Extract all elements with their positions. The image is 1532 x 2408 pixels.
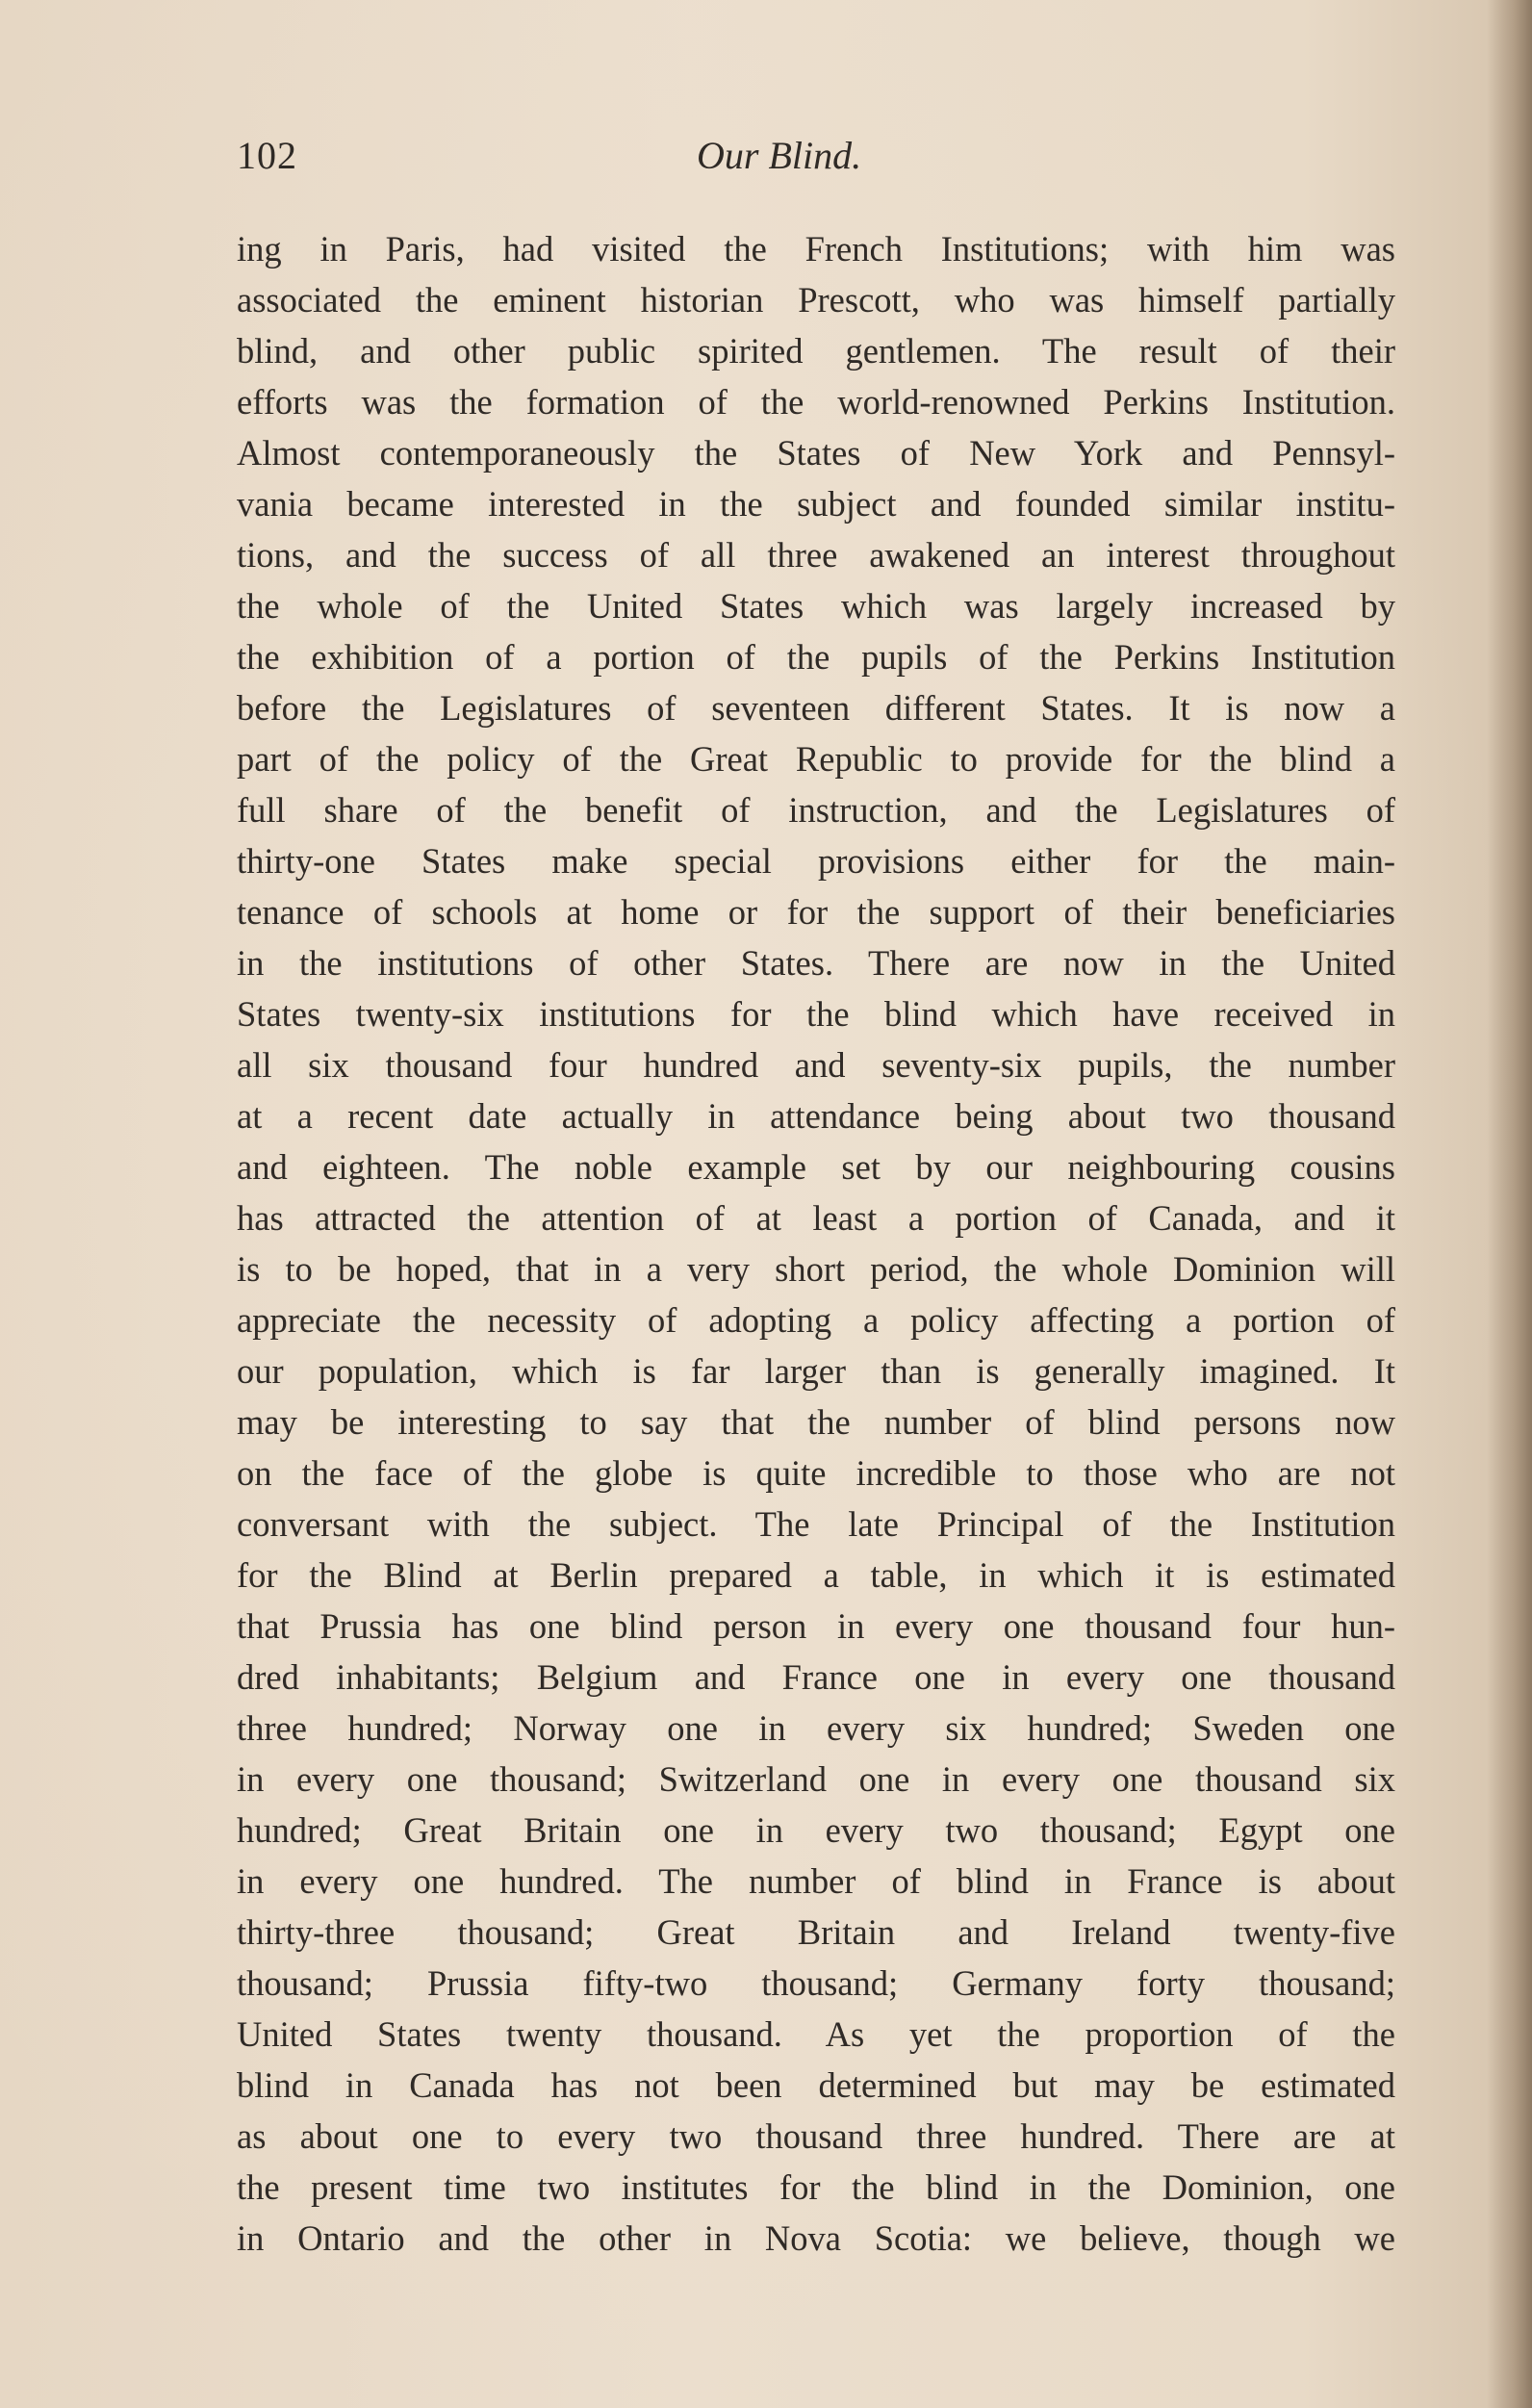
text-line: as about one to every two thousand three hundred. There are at: [237, 2116, 1395, 2156]
text-line: blind, and other public spirited gentlemen. The result of their: [237, 331, 1395, 371]
text-line: all six thousand four hundred and seventy-six pupils, the number: [237, 1045, 1395, 1085]
text-line: in Ontario and the other in Nova Scotia: we believe, though we: [237, 2218, 1395, 2258]
text-line: thirty-three thousand; Great Britain and Ireland twenty-five: [237, 1912, 1395, 1952]
page-edge-shadow: [1488, 0, 1532, 2408]
text-line: the whole of the United States which was largely increased by: [237, 586, 1395, 626]
text-line: blind in Canada has not been determined but may be estimated: [237, 2065, 1395, 2105]
text-line: conversant with the subject. The late Principal of the Institution: [237, 1504, 1395, 1544]
page-header: [237, 133, 1392, 191]
text-line: efforts was the formation of the world-renowned Perkins Institution.: [237, 382, 1395, 422]
text-line: may be interesting to say that the number of blind persons now: [237, 1402, 1395, 1442]
text-line: is to be hoped, that in a very short period, the whole Dominion will: [237, 1249, 1395, 1289]
text-line: associated the eminent historian Prescott, who was himself partially: [237, 280, 1395, 320]
text-line: dred inhabitants; Belgium and France one in every one thousand: [237, 1657, 1395, 1697]
text-line: before the Legislatures of seventeen different States. It is now a: [237, 688, 1395, 728]
text-line: that Prussia has one blind person in every one thousand four hun-: [237, 1606, 1395, 1646]
text-line: on the face of the globe is quite incredible to those who are not: [237, 1453, 1395, 1493]
text-line: has attracted the attention of at least a portion of Canada, and it: [237, 1198, 1395, 1238]
text-line: the present time two institutes for the blind in the Dominion, one: [237, 2167, 1395, 2207]
text-line: our population, which is far larger than is generally imagined. It: [237, 1351, 1395, 1391]
text-line: States twenty-six institutions for the blind which have received in: [237, 994, 1395, 1034]
text-line: United States twenty thousand. As yet the proportion of the: [237, 2014, 1395, 2054]
text-line: part of the policy of the Great Republic to provide for the blind a: [237, 739, 1395, 779]
text-line: for the Blind at Berlin prepared a table, in which it is estimated: [237, 1555, 1395, 1595]
text-line: in every one hundred. The number of blind in France is about: [237, 1861, 1395, 1901]
text-line: thirty-one States make special provisions either for the main-: [237, 841, 1395, 881]
text-line: hundred; Great Britain one in every two thousand; Egypt one: [237, 1810, 1395, 1850]
page-number: 102: [237, 134, 297, 177]
running-head: Our Blind.: [697, 134, 862, 177]
text-line: in every one thousand; Switzerland one in every one thousand six: [237, 1759, 1395, 1799]
text-line: Almost contemporaneously the States of New York and Pennsyl-: [237, 433, 1395, 473]
text-line: tions, and the success of all three awakened an interest throughout: [237, 535, 1395, 575]
text-line: tenance of schools at home or for the support of their beneficiaries: [237, 892, 1395, 932]
text-line: ing in Paris, had visited the French Institutions; with him was: [237, 229, 1395, 269]
text-line: full share of the benefit of instruction, and the Legislatures of: [237, 790, 1395, 830]
text-line: thousand; Prussia fifty-two thousand; Germany forty thousand;: [237, 1963, 1395, 2003]
text-line: the exhibition of a portion of the pupils of the Perkins Institution: [237, 637, 1395, 677]
body-text: [237, 223, 1395, 2264]
text-line: in the institutions of other States. There are now in the United: [237, 943, 1395, 983]
text-line: vania became interested in the subject and founded similar institu-: [237, 484, 1395, 524]
text-line: three hundred; Norway one in every six hundred; Sweden one: [237, 1708, 1395, 1748]
text-line: and eighteen. The noble example set by our neighbouring cousins: [237, 1147, 1395, 1187]
text-line: at a recent date actually in attendance being about two thousand: [237, 1096, 1395, 1136]
text-line: appreciate the necessity of adopting a policy affecting a portion of: [237, 1300, 1395, 1340]
